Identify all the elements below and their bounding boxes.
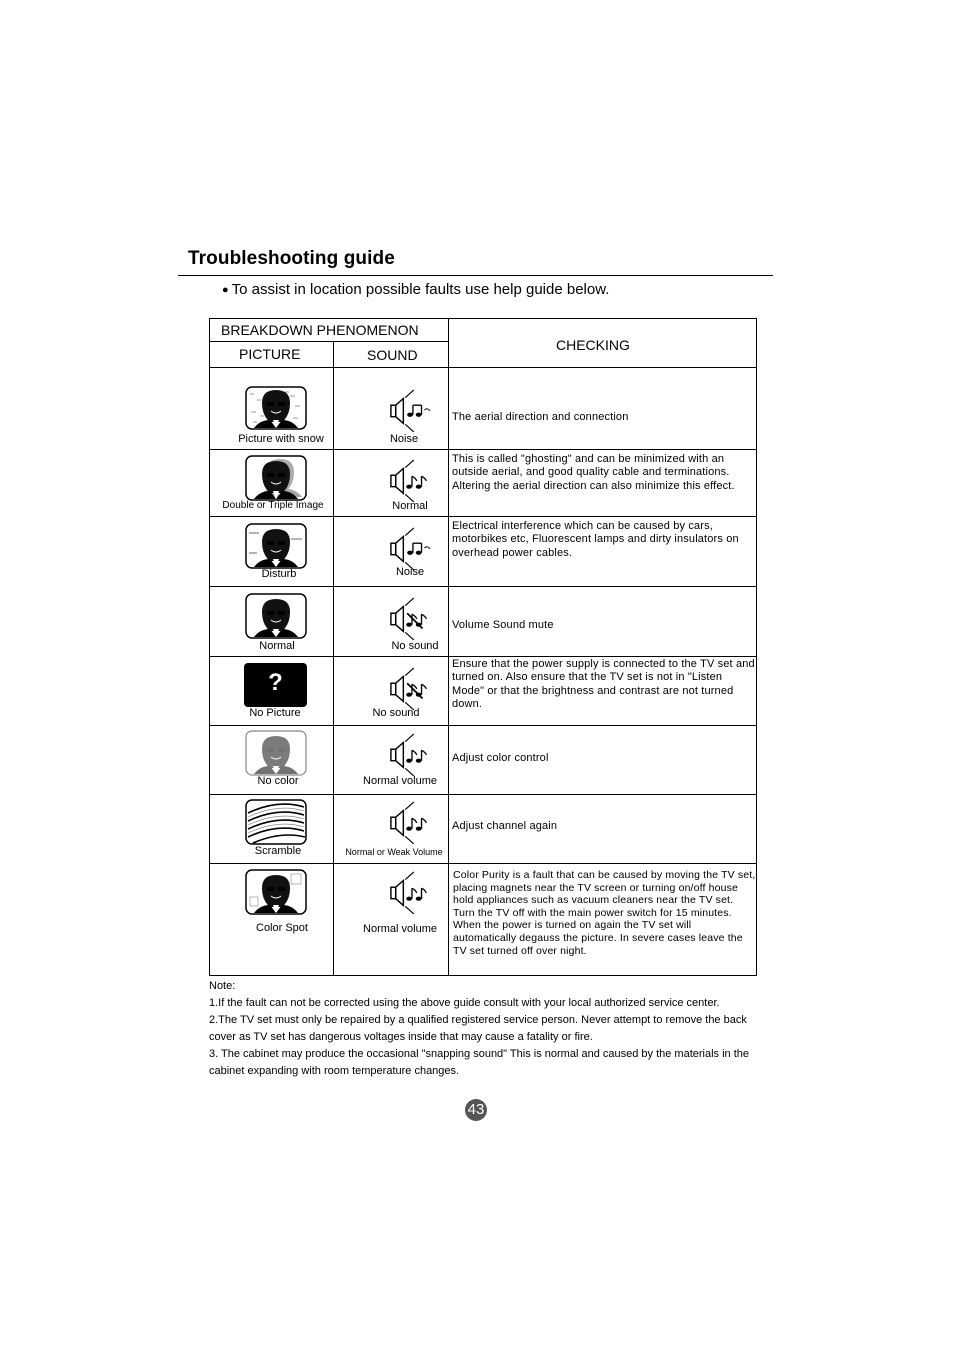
tv-scramble-icon — [245, 799, 307, 845]
page-title: Troubleshooting guide — [188, 248, 395, 269]
tv-ghost-icon — [245, 455, 307, 501]
header-bottom-line — [209, 367, 757, 368]
sound-caption: Normal or Weak Volume — [345, 847, 443, 857]
header-divider — [209, 341, 449, 342]
speaker-normal-icon — [386, 732, 436, 776]
row-line — [209, 863, 757, 864]
tv-disturb-icon — [245, 523, 307, 569]
page-number: 43 — [465, 1099, 487, 1121]
sound-caption: No sound — [372, 707, 420, 719]
picture-caption: No Picture — [249, 707, 301, 719]
picture-caption: Normal — [259, 640, 295, 652]
speaker-noise-icon — [386, 526, 436, 570]
header-sound: SOUND — [367, 347, 418, 363]
intro-text — [222, 281, 609, 298]
row-line — [209, 586, 757, 587]
sound-caption: Normal volume — [363, 923, 437, 935]
checking-text: Electrical interference which can be caused by cars, motorbikes etc, Fluorescent lamps and dirty insulators on overhead power cables. — [452, 520, 739, 559]
checking-text: Ensure that the power supply is connected to the TV set and turned on. Also ensure that the TV set is not in "Listen Mode" or that the brightness and contrast are not turned down. — [452, 658, 755, 710]
intro-label: To assist in location possible faults use help guide below. — [231, 281, 610, 298]
row-line — [209, 794, 757, 795]
checking-text: Adjust channel again — [452, 820, 558, 832]
speaker-normal-icon — [386, 458, 436, 502]
tv-normal-icon — [245, 593, 307, 639]
column-divider-checking — [448, 318, 449, 976]
picture-caption: No color — [257, 775, 299, 787]
tv-no-picture-icon — [244, 663, 307, 707]
notes-section — [209, 978, 754, 1080]
speaker-mute-icon — [386, 596, 436, 640]
header-checking: CHECKING — [556, 337, 630, 353]
speaker-mute-icon — [386, 666, 436, 710]
checking-text: The aerial direction and connection — [452, 411, 629, 423]
picture-caption: Picture with snow — [238, 433, 324, 445]
tv-no-color-icon — [245, 730, 307, 776]
sound-caption: Noise — [389, 433, 419, 445]
table-border-top — [209, 318, 757, 319]
picture-caption: Disturb — [261, 568, 297, 580]
note-item: 1.If the fault can not be corrected using the above guide consult with your local authorized service center. — [209, 997, 720, 1009]
note-item: 2.The TV set must only be repaired by a qualified registered service person. Never attempt to remove the back cover as TV set has dangerous voltages inside that may cause a fatality or fire. — [209, 1014, 747, 1043]
sound-caption: Normal — [392, 500, 428, 512]
sound-caption: No sound — [391, 640, 439, 652]
table-border-bottom — [209, 975, 757, 976]
tv-color-spot-icon — [245, 869, 307, 915]
checking-text: Adjust color control — [452, 752, 549, 764]
checking-text: This is called "ghosting" and can be minimized with an outside aerial, and good quality cable and terminations. Altering the aerial direction can also minimize this effect. — [452, 453, 735, 492]
speaker-normal-icon — [386, 800, 436, 844]
picture-caption: Scramble — [254, 845, 302, 857]
column-divider-sound — [333, 341, 334, 976]
checking-text: Volume Sound mute — [452, 619, 554, 631]
note-item: 3. The cabinet may produce the occasional "snapping sound" This is normal and caused by the materials in the cabinet expanding with room temperature changes. — [209, 1048, 749, 1077]
notes-heading: Note: — [209, 980, 236, 992]
sound-caption: Normal volume — [363, 775, 437, 787]
header-breakdown-phenomenon: BREAKDOWN PHENOMENON — [221, 322, 419, 338]
picture-caption: Double or Triple Image — [222, 500, 324, 511]
speaker-noise-icon — [386, 388, 436, 432]
row-line — [209, 516, 757, 517]
speaker-normal-icon — [386, 870, 436, 914]
checking-text: Color Purity is a fault that can be caused by moving the TV set, placing magnets near the TV screen or turning on/off house hold appliances such as vacuum cleaners near the TV set. Turn the TV off with the main power switch for 15 minutes. When the power is turned on again the TV set will automatically degauss the picture. In severe cases leave the TV set turned off over night. — [453, 869, 756, 957]
bullet-icon: ● — [222, 284, 229, 296]
row-line — [209, 449, 757, 450]
title-rule — [178, 275, 773, 276]
header-picture: PICTURE — [239, 346, 301, 362]
tv-snow-icon — [245, 386, 307, 430]
question-mark-symbol: ? — [268, 669, 283, 696]
sound-caption: Noise — [395, 566, 425, 578]
troubleshooting-table — [209, 318, 757, 976]
picture-caption: Color Spot — [256, 922, 308, 934]
table-border-left — [209, 318, 210, 976]
row-line — [209, 725, 757, 726]
row-line — [209, 656, 757, 657]
